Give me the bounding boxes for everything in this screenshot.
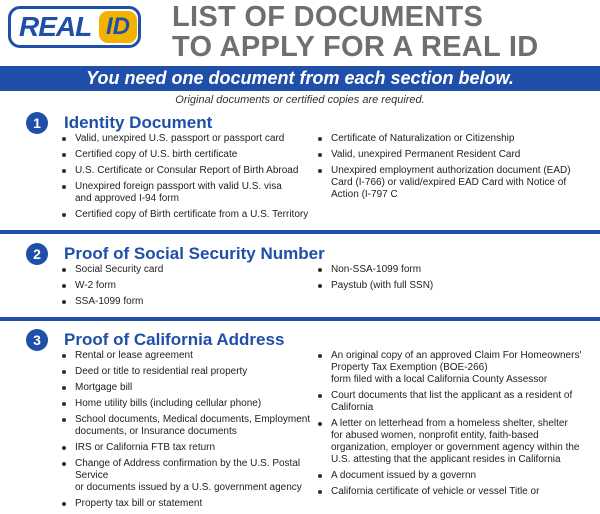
document-list-item xyxy=(62,296,302,308)
originals-note: Original documents or certified copies are required. xyxy=(175,94,425,106)
right-column xyxy=(318,133,598,205)
list-item-text: Court documents that list the applicant as a resident of xyxy=(331,390,573,401)
document-list-item xyxy=(318,149,598,161)
document-list-item xyxy=(62,350,322,362)
list-item-text: Unexpired foreign passport with valid U.S. visa xyxy=(75,181,282,192)
document-list-item xyxy=(62,382,322,394)
title-line-1: LIST OF DOCUMENTS xyxy=(172,1,484,33)
list-item-text: School documents, Medical documents, Employment xyxy=(75,414,311,425)
logo-id-badge: ID xyxy=(99,11,137,43)
list-item-text: and approved I-94 form xyxy=(75,193,179,204)
list-item-text: An original copy of an approved Claim For Homeowners' xyxy=(331,350,582,361)
instruction-banner: You need one document from each section below. xyxy=(0,66,600,91)
list-item-text: Certified copy of U.S. birth certificate xyxy=(75,149,238,160)
list-item-text: form filed with a local California County Assessor xyxy=(331,374,548,385)
list-item-text: Home utility bills (including cellular phone) xyxy=(75,398,262,409)
list-item-text: A letter on letterhead from a homeless shelter, shelter xyxy=(331,418,568,429)
section-divider xyxy=(0,317,600,321)
list-item-text: Rental or lease agreement xyxy=(75,350,193,361)
list-item-text: Certificate of Naturalization or Citizenship xyxy=(331,133,515,144)
list-item-text: Certified copy of Birth certificate from a U.S. Territory xyxy=(75,209,309,220)
list-item-text: Paystub (with full SSN) xyxy=(331,280,434,291)
document-list-item xyxy=(62,498,322,510)
real-id-logo xyxy=(8,6,141,48)
page-title xyxy=(172,2,592,62)
document-list-item xyxy=(318,390,600,414)
section-number-badge: 2 xyxy=(26,243,48,265)
document-list-item xyxy=(318,165,598,201)
document-list-item xyxy=(62,366,322,378)
document-list-item xyxy=(62,414,322,438)
list-item-text: Social Security card xyxy=(75,264,164,275)
list-item-text: Non-SSA-1099 form xyxy=(331,264,422,275)
document-list-item xyxy=(318,350,600,386)
document-list-item xyxy=(318,418,600,466)
list-item-text: or documents issued by a U.S. government agency xyxy=(75,482,302,493)
document-list-item xyxy=(62,181,322,205)
list-item-text: Property tax bill or statement xyxy=(75,498,203,509)
list-item-text: U.S. attesting that the applicant resides in California xyxy=(331,454,561,465)
list-item-text: California certificate of vehicle or vessel Title or xyxy=(331,486,540,497)
left-column xyxy=(62,133,322,225)
document-list-item xyxy=(318,264,598,276)
list-item-text: A document issued by a governn xyxy=(331,470,477,481)
right-column xyxy=(318,350,600,502)
list-item-text: California xyxy=(331,402,374,413)
list-item-text: Valid, unexpired Permanent Resident Card xyxy=(331,149,521,160)
document-list-item xyxy=(318,470,600,482)
list-item-text: organization, employer or government agency within the xyxy=(331,442,580,453)
list-item-text: Valid, unexpired U.S. passport or passport card xyxy=(75,133,285,144)
left-column xyxy=(62,350,322,514)
section-divider xyxy=(0,230,600,234)
section-title: Proof of California Address xyxy=(64,330,285,349)
right-column xyxy=(318,264,598,296)
list-item-text: Property Tax Exemption (BOE-266) xyxy=(331,362,488,373)
logo-real-text: REAL xyxy=(19,11,92,42)
title-line-2: TO APPLY FOR A REAL ID xyxy=(172,31,539,63)
list-item-text: Deed or title to residential real property xyxy=(75,366,248,377)
section-title: Identity Document xyxy=(64,113,213,132)
list-item-text: Card (I-766) or valid/expired EAD Card with Notice of xyxy=(331,177,567,188)
document-list-item xyxy=(318,280,598,292)
list-item-text: SSA-1099 form xyxy=(75,296,144,307)
document-list-item xyxy=(62,398,322,410)
list-item-text: U.S. Certificate or Consular Report of Birth Abroad xyxy=(75,165,299,176)
document-list-item xyxy=(62,264,302,276)
document-list-item xyxy=(318,486,600,498)
document-list-item xyxy=(62,209,322,221)
list-item-text: Mortgage bill xyxy=(75,382,133,393)
document-list-item xyxy=(62,442,322,454)
section-number-badge: 3 xyxy=(26,329,48,351)
document-list-item xyxy=(62,458,322,494)
document-list-item xyxy=(62,149,322,161)
list-item-text: IRS or California FTB tax return xyxy=(75,442,216,453)
list-item-text: W-2 form xyxy=(75,280,116,291)
left-column xyxy=(62,264,302,312)
list-item-text: for abused women, nonprofit entity, faith-based xyxy=(331,430,539,441)
list-item-text: Action (I-797 C xyxy=(331,189,398,200)
document-list-item xyxy=(318,133,598,145)
document-list-item xyxy=(62,280,302,292)
list-item-text: Unexpired employment authorization document (EAD) xyxy=(331,165,571,176)
section-number-badge: 1 xyxy=(26,112,48,134)
document-list-item xyxy=(62,133,322,145)
document-list-item xyxy=(62,165,322,177)
list-item-text: documents, or Insurance documents xyxy=(75,426,237,437)
list-item-text: Change of Address confirmation by the U.S. Postal Service xyxy=(75,458,301,481)
section-title: Proof of Social Security Number xyxy=(64,244,325,263)
